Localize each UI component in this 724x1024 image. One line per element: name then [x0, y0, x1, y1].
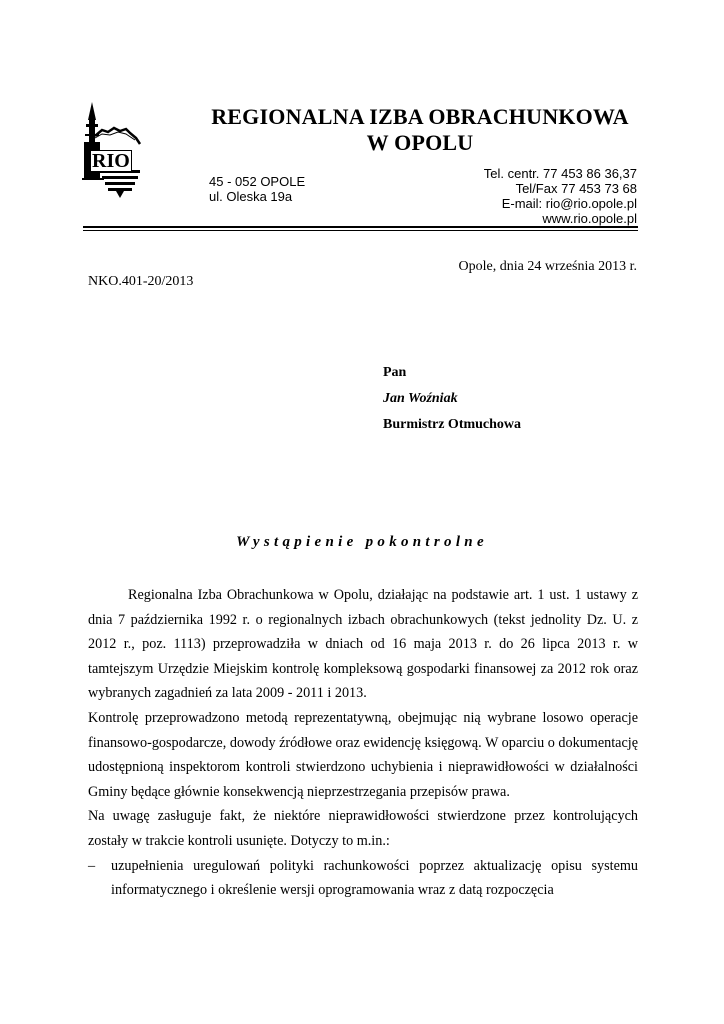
rio-logo	[80, 100, 150, 200]
institution-title-line2: W OPOLU	[366, 130, 474, 155]
institution-title-line1: REGIONALNA IZBA OBRACHUNKOWA	[211, 104, 629, 129]
body-paragraph-2: Kontrolę przeprowadzono metodą reprezentatywną, obejmując nią wybrane losowo operacje finansowo-gospodarcze, dowody źródłowe oraz ewidencję księgową. W oparciu o dokumentację udostępnioną inspektorom kontroli stwierdzono uchybienia i nieprawidłowości w działalności Gminy będące głównie konsekwencją nieprzestrzegania przepisów prawa.	[88, 709, 638, 800]
list-item	[88, 854, 638, 903]
institution-title	[170, 104, 670, 156]
recipient-title: Burmistrz Otmuchowa	[383, 417, 522, 432]
document-heading: Wystąpienie pokontrolne	[236, 534, 488, 550]
header-divider-thick	[83, 226, 638, 228]
header-divider-thin	[83, 230, 638, 231]
letter-body	[88, 583, 638, 903]
list-bullet-dash: –	[88, 857, 96, 874]
contact-tel: Tel. centr. 77 453 86 36,37	[483, 166, 637, 181]
reference-number: NKO.401-20/2013	[88, 274, 194, 289]
recipient-name: Jan Woźniak	[383, 391, 458, 406]
recipient-salutation: Pan	[383, 365, 407, 380]
recipient-block	[383, 360, 521, 438]
contact-email[interactable]: E-mail: rio@rio.opole.pl	[501, 196, 637, 211]
contact-info	[484, 166, 637, 226]
body-paragraph-1: Regionalna Izba Obrachunkowa w Opolu, działając na podstawie art. 1 ust. 1 ustawy z dnia 7 października 1992 r. o regionalnych izbach obrachunkowych (tekst jednolity Dz. U. z 2012 r., poz. 1113) przeprowadziła w dniach od 16 maja 2013 r. do 26 lipca 2013 r. w tamtejszym Urzędzie Miejskim kontrolę kompleksową gospodarki finansowej za 2012 rok oraz wybranych zagadnień za lata 2009 - 2011 i 2013.	[88, 587, 638, 702]
letter-date: Opole, dnia 24 września 2013 r.	[458, 259, 637, 274]
contact-fax: Tel/Fax 77 453 73 68	[515, 181, 637, 196]
logo-text: RIO	[92, 150, 130, 172]
contact-website[interactable]: www.rio.opole.pl	[542, 211, 637, 226]
address-line-city: 45 - 052 OPOLE	[209, 174, 306, 189]
findings-list	[88, 854, 638, 903]
list-item-text: uzupełnienia uregulowań polityki rachunkowości poprzez aktualizację opisu systemu informatycznego i określenie wersji oprogramowania wraz z datą rozpoczęcia	[111, 857, 638, 899]
address-line-street: ul. Oleska 19a	[209, 189, 293, 204]
postal-address	[209, 174, 305, 204]
body-paragraph-3: Na uwagę zasługuje fakt, że niektóre nieprawidłowości stwierdzone przez kontrolujących zostały w trakcie kontroli usunięte. Dotyczy to m.in.:	[88, 808, 638, 849]
